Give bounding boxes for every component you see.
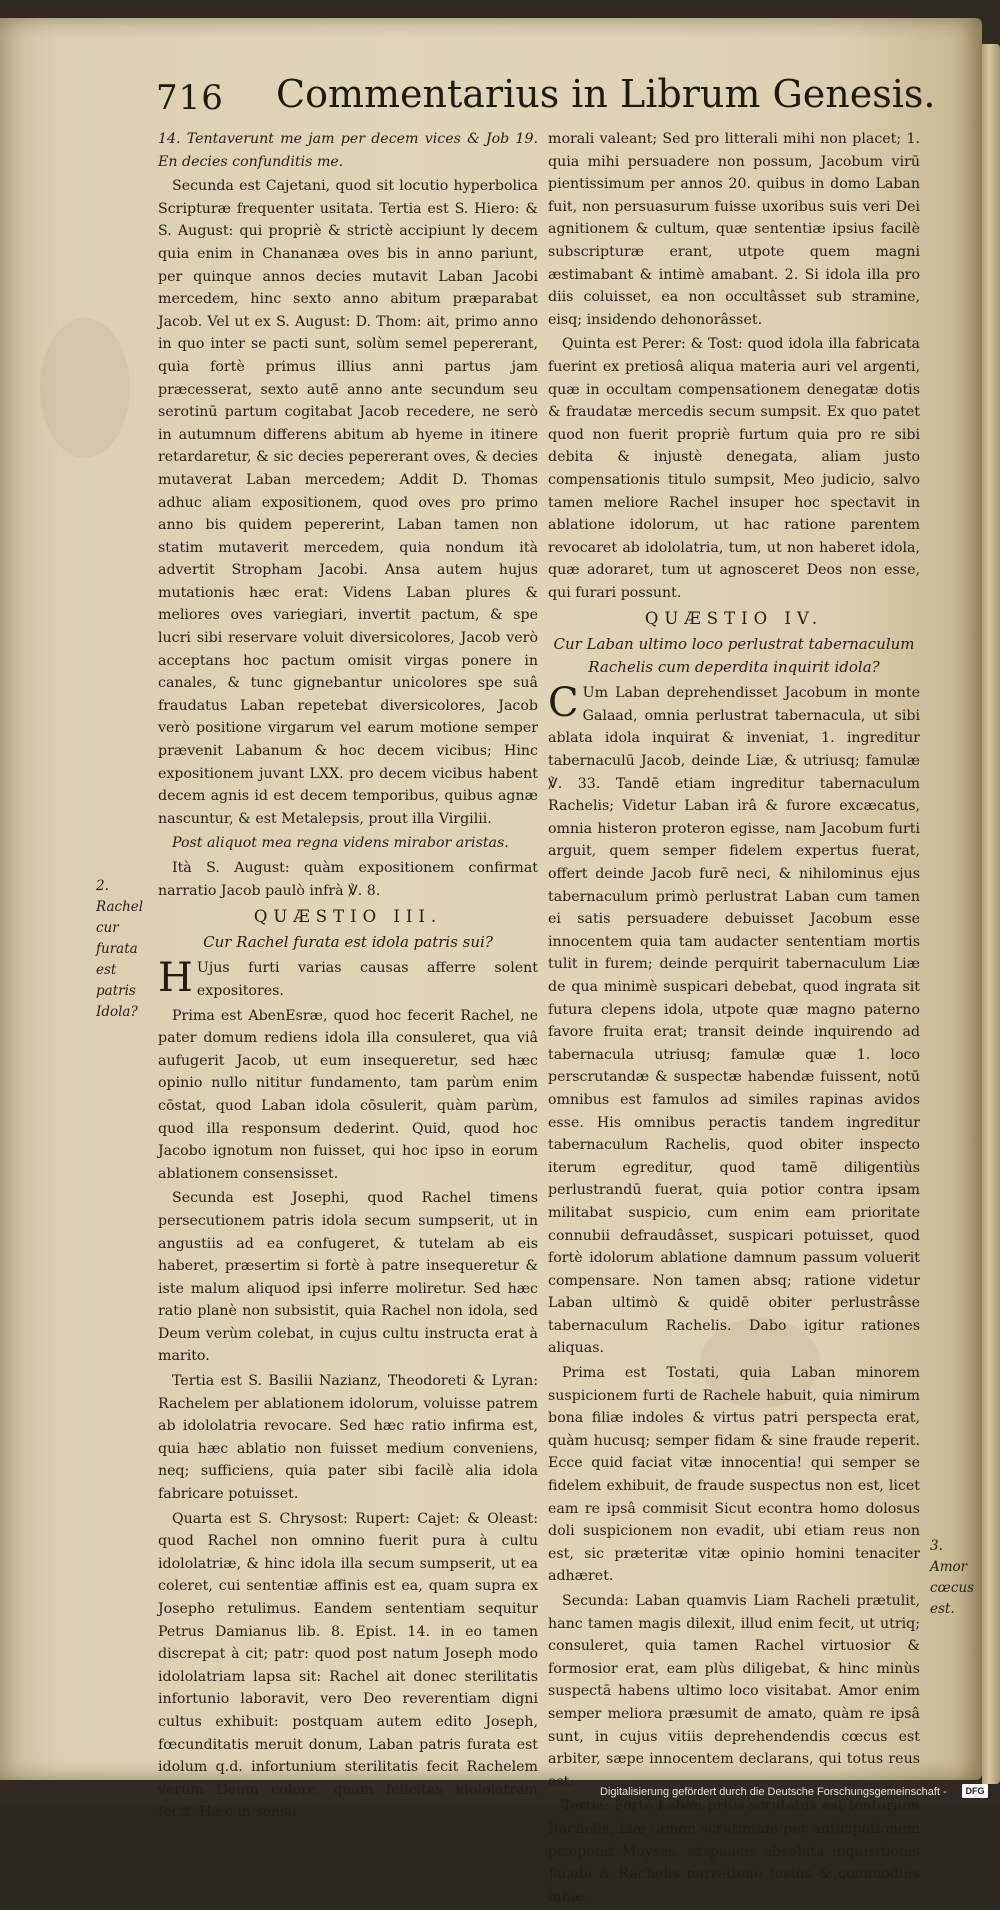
drop-cap: C: [548, 680, 579, 727]
right-column: [548, 128, 920, 1910]
paragraph: morali valeant; Sed pro litterali mihi non placet; 1. quia mihi persuadere non possum, Jacobum virū pientissimum per annos 20. quibus in domo Laban fuit, non persuasurum fuisse uxoribus suis veri Dei agnitionem & cultum, quæ sententiæ ipsius facilè subscripturæ erant, utpote quem magni æstimabant & intimè amabant. 2. Si idola illa pro diis coluisset, ea non occultâsset sub stramine, eisq; insidendo dehonorâsset.: [548, 131, 920, 328]
paragraph: Tertia: Fortè Laban priùs scrutatus est tentorium Rachelis, Liæ tamen scrutinium per anticipationem præponit Moyses, ut paucis absoluta inquisitionis Jacobi & Rachelis narratione fusiùs & commodiùs inhæ-: [548, 1798, 920, 1905]
margin-note-left: 2. Rachel cur furata est patris Idola?: [96, 878, 144, 1020]
paragraph: Prima est Tostati, quia Laban minorem suspicionem furti de Rachele habuit, quia nimirum bona filiæ indoles & virtus patri perspecta erat, quàm hucusq; semper fidam & sine fraude reperit. Ecce quid faciat vitæ innocentia! qui semper se fidelem exhibuit, de fraude suspectus non est, licet eam re ipsâ commisit Sicut econtra homo dolosus doli suspicionem non evadit, ubi etiam reus non est, sic præteritæ vitæ opinio homini tenaciter adhæret.: [548, 1365, 920, 1585]
question-title: Cur Rachel furata est idola patris sui?: [203, 932, 493, 951]
paragraph: Prima est AbenEsræ, quod hoc fecerit Rachel, ne pater domum rediens idola illa consuleret, qua viâ aufugerit Jacob, ut eum insequeretur, sed hæc opinio nullo nititur fundamento, tam parùm enim cōstat, quod Laban idola cōsulerit, quàm parùm, quod illa responsum dederint. Quid, quod hoc Jacobo ignotum non fuisset, qui hoc ipso in eorum ablationem consensisset.: [158, 1007, 538, 1182]
drop-cap: H: [158, 955, 193, 1002]
paragraph: Secunda est Cajetani, quod sit locutio hyperbolica Scripturæ frequenter usitata. Tertia est S. Hiero: & S. August: qui propriè & strictè accipiunt ly decem quia enim in Chananæa oves bis in anno pariunt, per quinque annos decies mutavit Laban Jacobi mercedem, hinc sexto anno abitum præparabat Jacob. Vel ut ex S. August: D. Thom: ait, primo anno in quo inter se pacti sunt, solùm semel pepererant, quia fortè primus illius anni partus jam præcesserat, sexto autē anno ante secundum seu serotinū partum cogitabat Jacob recedere, ne serò in autumnum differens abitum ab hyeme in itinere retardaretur, & sic decies pepererant oves, & decies mutaverat Laban mercedem; Addit D. Thomas adhuc aliam expositionem, quod oves pro primo anno bis quidem pepererint, Laban tamen non statim mutaverit mercedem, quia nondum ità advertit Stropham Jacobi. Ansa autem hujus mutationis hæc erat: Videns Laban plures & meliores oves variegiari, invertit pactum, & spe lucri sibi reservare voluit diversicolores, Jacob verò acceptans hoc pactum omisit virgas ponere in canales, & tunc gignebantur unicolores spe suâ fraudatus Laban repetebat diversicolores, Jacob verò positione virgarum vel earum motione semper prævenit Labanum & hoc decem vicibus; Hinc expositionem juvant LXX. pro decem vicibus habent decem agnis id est decem temporibus, quibus agnæ nascuntur, & est Metalepsis, prout illa Virgilii.: [158, 178, 538, 827]
question-heading: QUÆSTIO IV.: [644, 609, 824, 629]
digitization-credit: Digitalisierung gefördert durch die Deutsche Forschungsgemeinschaft -: [600, 1786, 947, 1798]
page-number: 716: [156, 78, 224, 118]
paragraph: [548, 682, 920, 1360]
running-head: [150, 70, 936, 130]
paragraph-text: Ujus furti varias causas afferre solent expositores.: [196, 960, 538, 999]
running-title: Commentarius in Librum Genesis.: [276, 72, 936, 116]
left-column: [158, 128, 538, 1826]
paragraph: [158, 957, 538, 1002]
paragraph: Secunda: Laban quamvis Liam Racheli prætulit, hanc tamen magis dilexit, illud enim fecit, ut utriq; consuleret, quia tamen Rachel virtuosior & formosior erat, eam plùs diligebat, & hinc minùs suspectā habens ultimo loco visitabat. Amor enim semper meliora præsumit de amato, quàm re ipsâ sunt, in cujus vitiis deprehendendis cœcus est arbiter, sæpe innocentem declarans, qui totus reus est.: [548, 1593, 920, 1790]
paragraph: Tertia est S. Basilii Nazianz, Theodoreti & Lyran: Rachelem per ablationem idolorum, voluisse patrem ab idololatria revocare. Sed hæc ratio infirma est, quia hæc ablatio non fuisset medium conveniens, neq; sufficiens, quia pater sibi facilè alia idola fabricare potuisset.: [158, 1373, 538, 1503]
paragraph: Secunda est Josephi, quod Rachel timens persecutionem patris idola secum sumpserit, ut in angustiis ad ea confugeret, & tutelam ab eis haberet, præsertim si fortè à patre insequeretur & iste malum aliquod ipsi inferre moliretur. Sed hæc ratio planè non subsistit, quia Rachel non idola, sed Deum verùm colebat, in cujus cultu instructa erat à marito.: [158, 1190, 538, 1365]
paragraph: Ità S. August: quàm expositionem confirmat narratio Jacob paulò infrà ℣. 8.: [158, 860, 538, 899]
paragraph: 14. Tentaverunt me jam per decem vices & Job 19. En decies confunditis me.: [158, 131, 538, 170]
dfg-logo: DFG: [962, 1784, 988, 1798]
question-title: Cur Laban ultimo loco perlustrat tabernaculum Rachelis cum deperdita inquirit idola?: [553, 635, 915, 676]
margin-note-right: 3. Amor cœcus est.: [930, 1538, 975, 1617]
verse-quote: Post aliquot mea regna videns mirabor aristas.: [172, 835, 509, 852]
paper-stain: [40, 318, 130, 458]
adjacent-page-edge: [986, 760, 1000, 1460]
paragraph: Quarta est S. Chrysost: Rupert: Cajet: & Oleast: quod Rachel non omnino fuerit pura à cultu idololatriæ, & hinc idola illa secum sumpserit, ut ea coleret, cui sententiæ affinis est ea, quam supra ex Josepho retulimus. Eandem sententiam sequitur Petrus Damianus lib. 8. Epist. 14. in eo tamen discrepat à cit; patr: quod post natum Joseph modo idololatriam lapsa sit: Rachel ait donec sterilitatis infortunio laboravit, vero Deo reverentiam digni cultus exhibuit: postquam autem edito Joseph, fœcunditatis meruit donum, Laban patris furata est idolum q.d. infortunium sterilitatis fecit Rachelem verùm Deum colore, quàm felicitas idololatram fecit: Hæc in sensu: [158, 1510, 538, 1821]
paragraph: Quinta est Perer: & Tost: quod idola illa fabricata fuerint ex pretiosâ aliqua materia auri vel argenti, quæ in occultam compensationem denegatæ dotis & fraudatæ mercedis secum sumpsit. Ex quo patet quod non fuerit propriè furtum quia pro re sibi debita & injustè denegata, aliam justo compensationis titulo sumpsit, Meo judicio, salvo tamen meliore Rachel insuper hoc spectavit in ablatione idolorum, ut hac ratione parentem revocaret ab idololatria, tum, ut non haberet idola, quæ adoraret, tum ut agnosceret Deos non esse, qui furari possunt.: [548, 336, 920, 601]
paragraph-text: Um Laban deprehendisset Jacobum in monte Galaad, omnia perlustrat tabernacula, ut sibi ablata idola inquirat & inveniat, 1. ingreditur tabernaculū Jacob, deinde Liæ, & utriusq; famulæ ℣. 33. Tandē etiam ingreditur tabernaculum Rachelis; Videtur Laban irâ & furore excæcatus, omnia histeron proteron egisse, nam Jacobum furti arguit, quem semper fidelem expertus fuerat, offert deinde Jacob furē neci, & nihilominus ejus tabernaculum primò perlustrat Laban cum tamen ei satis persuadere debuisset Jacobum esse innocentem quia tam audacter sententiam mortis tulit in furem; deinde perquirit tabernaculum Liæ de qua minimè suspicari debebat, quod ingrata sit futura clepens idola, utpote quæ magno paterno favore fruita erat; transit deinde inquirendo ad tabernacula utriusq; famulæ quæ 1. loco perscrutandæ & suspectæ habendæ fuissent, notū omnibus est famulos ad similes rapinas avidos esse. His omnibus peractis tandem ingreditur tabernaculum Rachelis, quod obiter inspecto iterum egreditur, quod tamē diligentiùs perlustrandū fuerat, quia potior contra ipsam militabat suspicio, cum enim eam prioritate connubii defraudâsset, suspicari potuisset, quod fortè idolorum ablatione damnum passum voluerit compensare. Non tamen absq; ratione videtur Laban ultimò & quidē obiter perlustrâsse tabernaculum Rachelis. Dabo igitur rationes aliquas.: [548, 685, 920, 1357]
question-heading: QUÆSTIO III.: [253, 907, 443, 927]
